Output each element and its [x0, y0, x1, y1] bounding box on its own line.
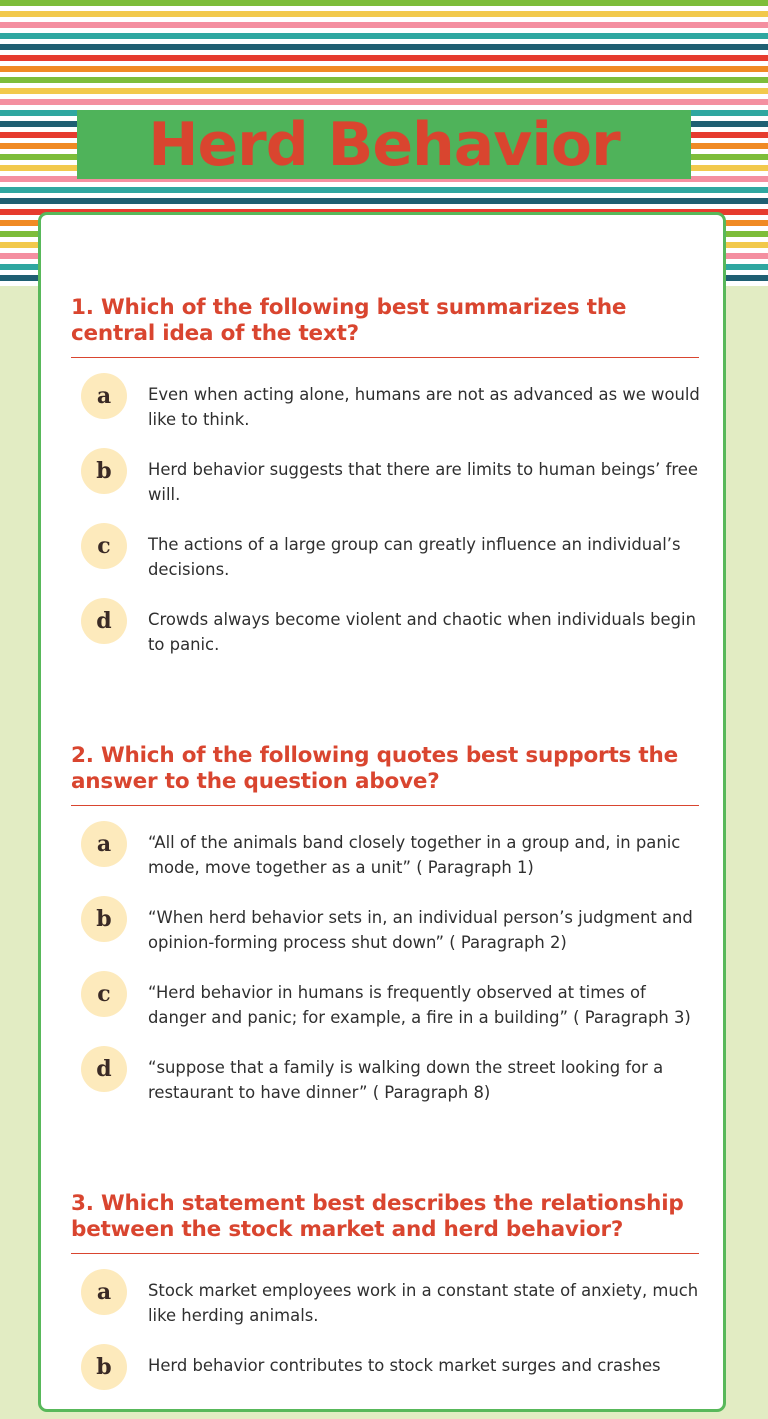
answer-option-b[interactable] [71, 1344, 699, 1419]
option-text: Stock market employees work in a constant state of anxiety, much like herding animals. [148, 1281, 699, 1325]
option-text: Even when acting alone, humans are not as advanced as we would like to think. [148, 385, 700, 429]
option-letter-badge[interactable]: b [81, 448, 127, 494]
option-letter-badge[interactable]: d [81, 598, 127, 644]
answer-option-c[interactable] [71, 971, 699, 1046]
question-prompt: 3. Which statement best describes the relationship between the stock market and herd behavior? [71, 1191, 699, 1254]
answer-options [71, 1254, 699, 1419]
answer-options [71, 358, 699, 673]
question-2 [71, 743, 699, 1121]
answer-option-c[interactable] [71, 523, 699, 598]
option-text: Herd behavior contributes to stock market surges and crashes [148, 1356, 661, 1375]
option-text: The actions of a large group can greatly influence an individual’s decisions. [148, 535, 681, 579]
option-text: “Herd behavior in humans is frequently observed at times of danger and panic; for example, a fire in a building” ( Paragraph 3) [148, 983, 691, 1027]
option-letter-badge[interactable]: a [81, 821, 127, 867]
option-text: Herd behavior suggests that there are limits to human beings’ free will. [148, 460, 698, 504]
option-letter-badge[interactable]: d [81, 1046, 127, 1092]
option-text: “suppose that a family is walking down the street looking for a restaurant to have dinner” ( Paragraph 8) [148, 1058, 664, 1102]
question-prompt: 2. Which of the following quotes best supports the answer to the question above? [71, 743, 699, 806]
answer-option-b[interactable] [71, 896, 699, 971]
answer-option-b[interactable] [71, 448, 699, 523]
answer-options [71, 806, 699, 1121]
option-letter-badge[interactable]: b [81, 1344, 127, 1390]
question-1 [71, 295, 699, 673]
title-banner [77, 110, 691, 179]
option-letter-badge[interactable]: a [81, 373, 127, 419]
option-letter-badge[interactable]: a [81, 1269, 127, 1315]
option-letter-badge[interactable]: b [81, 896, 127, 942]
option-text: Crowds always become violent and chaotic when individuals begin to panic. [148, 610, 696, 654]
worksheet-card [38, 212, 726, 1412]
option-text: “All of the animals band closely together in a group and, in panic mode, move together as a unit” ( Paragraph 1) [148, 833, 681, 877]
answer-option-d[interactable] [71, 598, 699, 673]
page-title: Herd Behavior [148, 109, 620, 180]
option-letter-badge[interactable]: c [81, 971, 127, 1017]
question-prompt: 1. Which of the following best summarizes the central idea of the text? [71, 295, 699, 358]
answer-option-d[interactable] [71, 1046, 699, 1121]
answer-option-a[interactable] [71, 1269, 699, 1344]
option-letter-badge[interactable]: c [81, 523, 127, 569]
option-text: “When herd behavior sets in, an individual person’s judgment and opinion-forming process shut down” ( Paragraph 2) [148, 908, 693, 952]
answer-option-a[interactable] [71, 373, 699, 448]
question-3 [71, 1191, 699, 1419]
answer-option-a[interactable] [71, 821, 699, 896]
